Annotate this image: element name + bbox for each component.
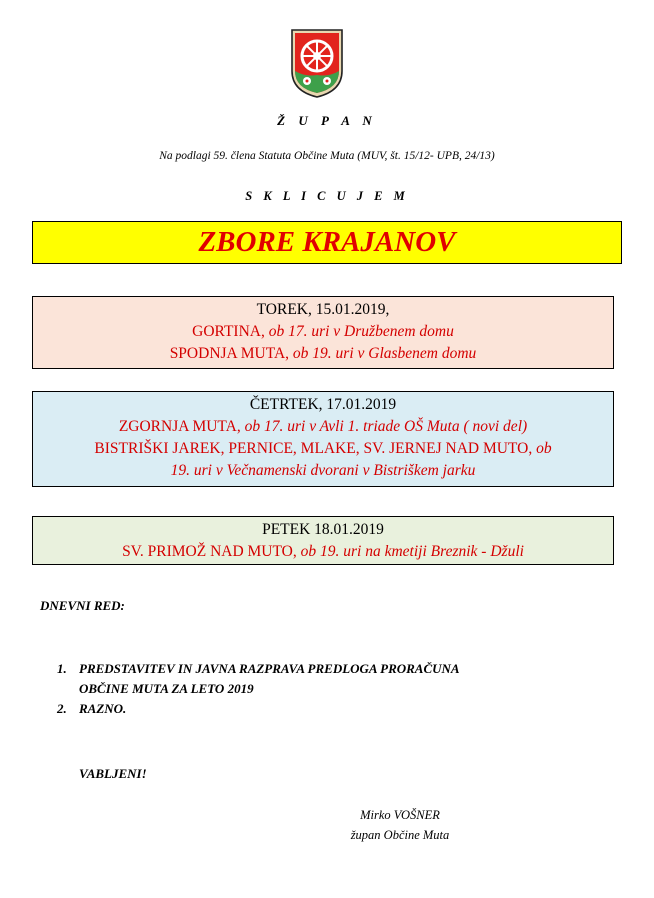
event-line bbox=[33, 321, 613, 343]
event-detail: ob 19. uri v Glasbenem domu bbox=[289, 345, 477, 362]
event-detail: ob 19. uri na kmetiji Breznik - Džuli bbox=[296, 543, 524, 560]
event-detail: ob bbox=[532, 440, 552, 457]
agenda-item bbox=[57, 659, 460, 679]
main-title-box bbox=[32, 221, 622, 264]
closing-invitation: VABLJENI! bbox=[79, 766, 147, 781]
event-place: GORTINA, bbox=[192, 323, 265, 340]
event-detail: ob 17. uri v Avli 1. triade OŠ Muta ( novi del) bbox=[240, 418, 528, 435]
agenda-item-text: OBČINE MUTA ZA LETO 2019 bbox=[79, 681, 254, 696]
agenda-item bbox=[57, 699, 460, 719]
event-detail: ob 17. uri v Družbenem domu bbox=[264, 323, 454, 340]
mayor-heading: Ž U P A N bbox=[277, 113, 377, 128]
event-day: PETEK 18.01.2019 bbox=[262, 521, 384, 538]
agenda-list bbox=[57, 659, 460, 719]
legal-basis-text: Na podlagi 59. člena Statuta Občine Muta (MUV, št. 15/12- UPB, 24/13) bbox=[159, 150, 495, 162]
agenda-item-text: RAZNO. bbox=[79, 701, 127, 716]
event-place: BISTRIŠKI JAREK, PERNICE, MLAKE, SV. JERNEJ NAD MUTO, bbox=[94, 440, 533, 457]
event-place: SPODNJA MUTA, bbox=[169, 345, 290, 362]
event-line bbox=[33, 416, 613, 438]
agenda-item-number: 1. bbox=[57, 661, 67, 676]
event-box-thursday bbox=[32, 391, 614, 487]
event-day: ČETRTEK, 17.01.2019 bbox=[249, 396, 397, 413]
main-title: ZBORE KRAJANOV bbox=[198, 226, 456, 258]
signature-role: župan Občine Muta bbox=[350, 828, 450, 842]
agenda-item-number: 2. bbox=[57, 701, 67, 716]
agenda-item-text: PREDSTAVITEV IN JAVNA RAZPRAVA PREDLOGA PRORAČUNA bbox=[79, 661, 460, 676]
event-line bbox=[33, 438, 613, 460]
event-place: ZGORNJA MUTA, bbox=[118, 418, 241, 435]
agenda-item-continuation bbox=[57, 679, 460, 699]
convene-heading: S K L I C U J E M bbox=[245, 189, 409, 203]
event-box-friday bbox=[32, 516, 614, 565]
event-detail: 19. uri v Večnamenski dvorani v Bistriškem jarku bbox=[170, 462, 476, 479]
signature-name: Mirko VOŠNER bbox=[360, 808, 440, 822]
event-line bbox=[33, 343, 613, 365]
event-line bbox=[33, 541, 613, 563]
event-day: TOREK, 15.01.2019, bbox=[256, 301, 390, 318]
event-box-tuesday bbox=[32, 296, 614, 369]
agenda-heading: DNEVNI RED: bbox=[40, 598, 125, 613]
municipality-coat-of-arms bbox=[289, 27, 345, 99]
signature-block bbox=[330, 805, 470, 845]
event-place: SV. PRIMOŽ NAD MUTO, bbox=[122, 543, 297, 560]
event-line bbox=[33, 460, 613, 482]
